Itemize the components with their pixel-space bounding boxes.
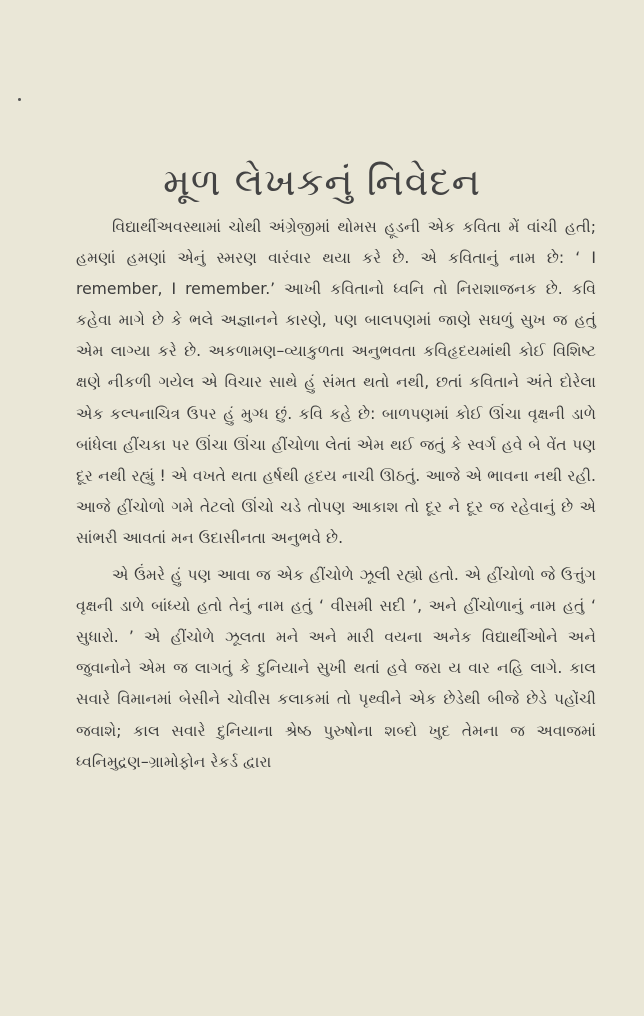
ink-speck xyxy=(18,98,21,101)
paragraph-2: એ ઉંમરે હું પણ આવા જ એક હીંચોળે ઝૂલી રહ્યો હતો. એ હીંચોળો જે ઉત્તુંગ વૃક્ષની ડાળે બાંધ્યો હતો તેનું નામ હતું ‘ વીસમી સદી ’, અને હીંચોળાનું નામ હતું ‘ સુધારો. ’ એ હીંચોળે ઝૂલતા મને અને મારી વયના અનેક વિદ્યાર્થીઓને અને જુવાનોને એમ જ લાગતું કે દુનિયાને સુખી થતાં હવે જરા ય વાર નહિ લાગે. કાલ સવારે વિમાનમાં બેસીને ચોવીસ કલાકમાં તો પૃથ્વીને એક છેડેથી બીજે છેડે પહોંચી જવાશે; કાલ સવારે દુનિયાના શ્રેષ્ઠ પુરુષોના શબ્દો ખુદ તેમના જ અવાજમાં ધ્વનિમુદ્રણ–ગ્રામોફોન રેકર્ડ દ્વારા xyxy=(76,566,596,771)
body-text xyxy=(76,212,596,784)
paragraph-1: વિદ્યાર્થીઅવસ્થામાં ચોથી અંગ્રેજીમાં થોમસ હૂડની એક કવિતા મેં વાંચી હતી; હમણાં હમણાં એનું સ્મરણ વારંવાર થયા કરે છે. એ કવિતાનું નામ છે: ‘ I remember, I remember.’ આખી કવિતાનો ધ્વનિ તો નિરાશાજનક છે. કવિ કહેવા માગે છે કે ભલે અજ્ઞાનને કારણે, પણ બાલપણમાં જાણે સઘળું સુખ જ હતું એમ લાગ્યા કરે છે. અકળામણ–વ્યાકુળતા અનુભવતા કવિહૃદયમાંથી કોઈ વિશિષ્ટ ક્ષણે નીકળી ગયેલ એ વિચાર સાથે હું સંમત થતો નથી, છતાં કવિતાને અંતે દોરેલા એક કલ્પનાચિત્ર ઉપર હું મુગ્ધ છું. કવિ કહે છે: બાળપણમાં કોઈ ઊંચા વૃક્ષની ડાળે બાંધેલા હીંચકા પર ઊંચા ઊંચા હીંચોળા લેતાં એમ થઈ જતું કે સ્વર્ગ હવે બે વેંત પણ દૂર નથી રહ્યું ! એ વખતે થતા હર્ષથી હૃદય નાચી ઊઠતું. આજે એ ભાવના નથી રહી. આજે હીંચોળો ગમે તેટલો ઊંચો ચડે તોપણ આકાશ તો દૂર ને દૂર જ રહેવાનું છે એ સાંભરી આવતાં મન ઉદાસીનતા અનુભવે છે. xyxy=(76,218,596,547)
page-title: મૂળ લેખકનું નિવેદન xyxy=(163,160,481,205)
